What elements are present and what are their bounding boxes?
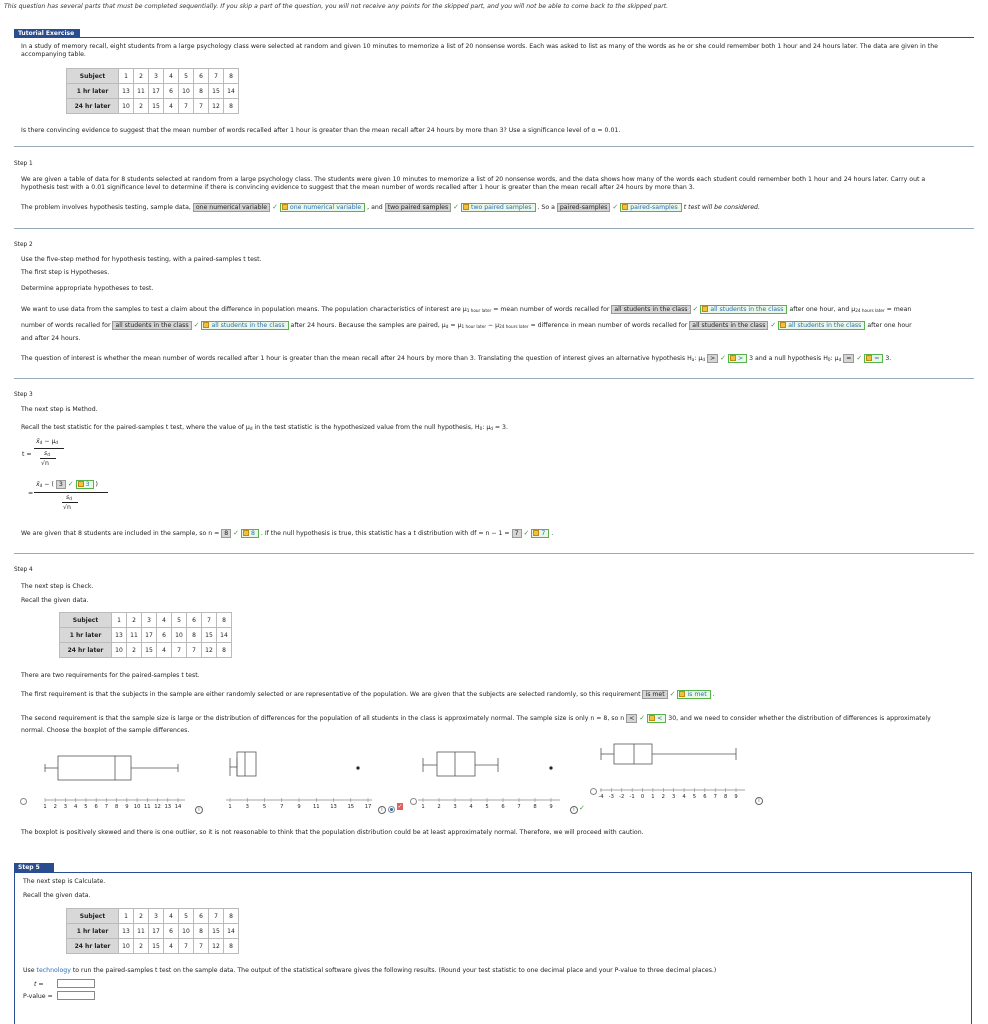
correct-answer-badge: < bbox=[647, 714, 666, 723]
check-icon: ✓ bbox=[612, 203, 619, 211]
axis-tick-label: 4 bbox=[469, 804, 473, 810]
answer-dropdown[interactable]: two paired samples bbox=[385, 203, 452, 212]
step3-title: Step 3 bbox=[14, 392, 33, 398]
axis-tick-label: 8 bbox=[533, 804, 537, 810]
axis-tick-label: 8 bbox=[723, 794, 728, 800]
axis-tick-label: 7 bbox=[280, 804, 284, 810]
problem-intro-1: In a study of memory recall, eight students from a large psychology class were selected at random and given 10 minutes to memorize a list of 20 nonsense words. Each was asked to list as many of the words as he or she could remember both 1 hour and 24 hours later. The data are given in the bbox=[21, 43, 938, 50]
axis-tick-label: 9 bbox=[297, 804, 301, 810]
p-value-label: P-value = bbox=[23, 993, 53, 1000]
axis-tick-label: 6 bbox=[703, 794, 707, 800]
step2-line-1: Use the five-step method for hypothesis testing, with a paired-samples t test. bbox=[21, 256, 262, 263]
check-icon: ✓ bbox=[669, 690, 676, 698]
pencil-icon bbox=[243, 530, 249, 536]
correct-answer-badge: all students in the class bbox=[700, 305, 787, 314]
axis-tick-label: 5 bbox=[262, 804, 267, 810]
step5-line-2: Recall the given data. bbox=[23, 892, 91, 899]
correct-answer-badge: all students in the class bbox=[201, 321, 288, 330]
axis-tick-label: 2 bbox=[437, 804, 441, 810]
check-icon: ✓ bbox=[692, 305, 699, 313]
axis-tick-label: 8 bbox=[114, 804, 119, 810]
t-statistic-input[interactable] bbox=[57, 979, 95, 988]
formula2-den-s: $s_d$ bbox=[66, 494, 72, 501]
axis-tick-label: -2 bbox=[619, 794, 625, 800]
pencil-icon bbox=[866, 355, 872, 361]
axis-tick-label: 3 bbox=[245, 804, 249, 810]
pencil-icon bbox=[463, 204, 469, 210]
axis-tick-label: 15 bbox=[347, 804, 355, 810]
fraction-bar bbox=[34, 492, 108, 493]
step4-line-1: The next step is Check. bbox=[21, 583, 94, 590]
formula2-equals: = bbox=[28, 490, 34, 497]
data-table-3: Subject 1 2 3 4 5 6 7 8 1 hr later 13 11 17 6 10 8 15 14 24 hr later 10 2 15 4 7 7 12 8 bbox=[66, 908, 239, 954]
axis-tick-label: 3 bbox=[453, 804, 457, 810]
fraction-bar bbox=[34, 448, 64, 449]
step1-text-2: hypothesis test with a 0.01 significance level to determine if there is convincing evidence to suggest that the mean number of words recalled after 1 hour is greater than the mean recall after 24 hours by more than 3. bbox=[21, 184, 695, 191]
step5-line-1: The next step is Calculate. bbox=[23, 878, 106, 885]
step4-line-2: Recall the given data. bbox=[21, 597, 89, 604]
step1-title: Step 1 bbox=[14, 161, 33, 167]
answer-dropdown[interactable]: one numerical variable bbox=[193, 203, 270, 212]
axis-tick-label: 13 bbox=[164, 804, 172, 810]
p-value-input[interactable] bbox=[57, 991, 95, 1000]
boxplot-option-1 bbox=[45, 756, 185, 800]
axis-tick-label: 1 bbox=[43, 804, 47, 810]
formula2-den-sqrt: √n bbox=[63, 504, 71, 511]
step1-answer-line: The problem involves hypothesis testing, sample data, one numerical variable ✓ one numerical variable , and two paired samples ✓ two paired samples . So a paired-samples ✓ paired-samples t test will be considered. bbox=[21, 203, 760, 211]
boxplot-option-2 bbox=[226, 752, 372, 800]
fraction-bar bbox=[62, 502, 78, 503]
check-icon: ✓ bbox=[67, 480, 74, 488]
check-icon: ✓ bbox=[523, 529, 530, 537]
technology-link[interactable]: technology bbox=[36, 967, 71, 974]
check-icon: ✓ bbox=[720, 354, 726, 362]
fraction-bar bbox=[40, 458, 56, 459]
divider bbox=[14, 553, 974, 554]
check-icon: ✓ bbox=[272, 203, 278, 211]
pencil-icon bbox=[78, 481, 84, 487]
divider bbox=[14, 146, 974, 147]
correct-answer-badge: paired-samples bbox=[620, 203, 682, 212]
axis-tick-label: 5 bbox=[485, 804, 489, 810]
step5-instructions: Use technology to run the paired-samples t test on the sample data. The output of the statistical software gives the following results. (Round your test statistic to one decimal place and your P-value to three decimal places.) bbox=[23, 967, 717, 974]
axis-tick-label: 1 bbox=[421, 804, 425, 810]
step2-title: Step 2 bbox=[14, 242, 33, 248]
step4-title: Step 4 bbox=[14, 567, 33, 573]
pencil-icon bbox=[282, 204, 288, 210]
axis-tick-label: 17 bbox=[364, 804, 372, 810]
correct-answer-badge: all students in the class bbox=[778, 321, 865, 330]
step2-paragraph-1: We want to use data from the samples to test a claim about the difference in population means. The population characteristics of interest are $\mu_{1 hour later}$ = mean number of words recalled for all students in the class ✓ all students in the class after one hour, and $\mu_{24 hours later}$ = mean bbox=[21, 305, 912, 313]
axis-tick-label: -1 bbox=[629, 794, 635, 800]
info-icon[interactable]: i bbox=[755, 797, 763, 805]
step3-line-2: Recall the test statistic for the paired-samples t test, where the value of $\mu_d$ in the test statistic is the hypothesized value from the null hypothesis, $H_0$: $\mu_d = 3$. bbox=[21, 424, 508, 431]
answer-dropdown[interactable]: all students in the class bbox=[611, 305, 690, 314]
formula-den-sqrt: √n bbox=[41, 460, 49, 467]
boxplot-radio-4[interactable] bbox=[590, 788, 597, 795]
axis-tick-label: 14 bbox=[174, 804, 182, 810]
pencil-icon bbox=[730, 355, 736, 361]
boxplot-options bbox=[0, 740, 988, 822]
pencil-icon bbox=[679, 691, 685, 697]
step2-line-3: Determine appropriate hypotheses to test. bbox=[21, 285, 154, 292]
pencil-icon bbox=[533, 530, 539, 536]
warning-text: This question has several parts that must be completed sequentially. If you skip a part of the question, you will not receive any points for the skipped part, and you will not be able to come back to the skipped part. bbox=[4, 3, 669, 10]
answer-dropdown[interactable]: 8 bbox=[221, 529, 231, 538]
outlier-dot bbox=[549, 766, 552, 769]
answer-dropdown[interactable]: paired-samples bbox=[557, 203, 611, 212]
check-icon: ✓ bbox=[579, 804, 585, 812]
formula-numerator: $x̄_d - \mu_d$ bbox=[36, 438, 59, 445]
problem-intro-2: accompanying table. bbox=[21, 51, 86, 58]
answer-dropdown[interactable]: 7 bbox=[512, 529, 522, 538]
boxplot-radio-3[interactable] bbox=[410, 798, 417, 805]
axis-tick-label: 4 bbox=[74, 804, 78, 810]
correct-answer-badge: is met bbox=[677, 690, 710, 699]
info-icon[interactable]: i bbox=[195, 806, 203, 814]
step2-line-2: The first step is Hypotheses. bbox=[21, 269, 110, 276]
correct-answer-badge: > bbox=[728, 354, 747, 363]
info-icon[interactable]: i bbox=[378, 806, 386, 814]
step3-df-line: We are given that 8 students are included in the sample, so n = 8 ✓ 8 . If the null hypothesis is true, this statistic has a t distribution with df = n − 1 = 7 ✓ 7 . bbox=[21, 529, 554, 537]
pencil-icon bbox=[649, 715, 655, 721]
correct-answer-badge: 7 bbox=[531, 529, 549, 538]
data-table-1: Subject 1 2 3 4 5 6 7 8 1 hr later 13 11 17 6 10 8 15 14 24 hr later 10 2 15 4 7 7 12 8 bbox=[66, 68, 239, 114]
table-header-subject: Subject bbox=[67, 69, 119, 84]
correct-answer-badge: 8 bbox=[241, 529, 259, 538]
data-table-2: Subject 1 2 3 4 5 6 7 8 1 hr later 13 11 17 6 10 8 15 14 24 hr later 10 2 15 4 7 7 12 8 bbox=[59, 612, 232, 658]
axis-tick-label: 3 bbox=[63, 804, 68, 810]
answer-dropdown[interactable]: < bbox=[626, 714, 637, 723]
outlier-dot bbox=[356, 766, 359, 769]
axis-tick-label: 2 bbox=[53, 804, 57, 810]
pencil-icon bbox=[702, 306, 708, 312]
axis-tick-label: 3 bbox=[672, 794, 676, 800]
answer-dropdown[interactable]: > bbox=[707, 354, 718, 363]
boxplot-radio-2[interactable] bbox=[388, 806, 395, 813]
step2-paragraph-2: number of words recalled for all students in the class ✓ all students in the class after 24 hours. Because the samples are paired, $\mu_d = \mu_{1 hour later} - \mu_{24 hours later}$ = difference in mean number of words recalled for all students in the class ✓ all students in the class after one hour bbox=[21, 321, 912, 329]
pencil-icon bbox=[622, 204, 628, 210]
axis-tick-label: 7 bbox=[104, 804, 109, 810]
axis-tick-label: 12 bbox=[154, 804, 161, 810]
check-icon: ✓ bbox=[856, 354, 863, 362]
check-icon: ✓ bbox=[453, 203, 460, 211]
axis-tick-label: 6 bbox=[501, 804, 505, 810]
step3-line-1: The next step is Method. bbox=[21, 406, 98, 413]
tutorial-header: Tutorial Exercise bbox=[14, 29, 80, 37]
correct-answer-badge: two paired samples bbox=[461, 203, 536, 212]
axis-tick-label: 9 bbox=[549, 804, 553, 810]
answer-dropdown[interactable]: all students in the class bbox=[112, 321, 191, 330]
boxplot-radio-1[interactable] bbox=[20, 798, 27, 805]
axis-tick-label: 7 bbox=[713, 794, 717, 800]
selection-mark-icon: ✓ bbox=[397, 803, 403, 810]
answer-dropdown[interactable]: is met bbox=[642, 690, 667, 699]
step4-conclusion: The boxplot is positively skewed and there is one outlier, so it is not reasonable to think that the population distribution could be at least approximately normal. Therefore, we will proceed with caution. bbox=[21, 829, 644, 836]
axis-tick-label: 4 bbox=[682, 794, 686, 800]
axis-tick-label: 1 bbox=[651, 794, 655, 800]
axis-tick-label: 6 bbox=[94, 804, 98, 810]
boxplot-option-4 bbox=[600, 744, 745, 790]
correct-answer-badge: 3 bbox=[76, 480, 94, 489]
step1-text-1: We are given a table of data for 8 students selected at random from a large psychology class. The students were given 10 minutes to memorize a list of 20 nonsense words, and the data shows how many of the words each student could remember both 1 hour and 24 hours later. Carry out a bbox=[21, 176, 926, 183]
formula2-numerator: $x̄_d$ − ( 3 ✓ 3 ) bbox=[36, 480, 98, 488]
info-icon[interactable]: i bbox=[570, 806, 578, 814]
step4-req-2: The second requirement is that the sample size is large or the distribution of differences for the population of all students in the class is approximately normal. The sample size is only n = 8, so n < ✓ < 30, and we need to consider whether the distribution of differences is approximately bbox=[21, 714, 931, 722]
axis-tick-label: 7 bbox=[517, 804, 521, 810]
formula-den-s: $s_d$ bbox=[44, 450, 50, 457]
axis-tick-label: 1 bbox=[228, 804, 232, 810]
correct-answer-badge: one numerical variable bbox=[280, 203, 365, 212]
axis-tick-label: 11 bbox=[144, 804, 151, 810]
problem-question: Is there convincing evidence to suggest that the mean number of words recalled after 1 hour is greater than the mean recall after 24 hours by more than 3? Use a significance level of α = 0.01. bbox=[21, 127, 621, 134]
axis-tick-label: 0 bbox=[640, 794, 645, 800]
step5-title: Step 5 bbox=[14, 863, 54, 872]
step4-req-3: normal. Choose the boxplot of the sample differences. bbox=[21, 727, 190, 734]
axis-tick-label: 9 bbox=[125, 804, 129, 810]
answer-dropdown[interactable]: 3 bbox=[56, 480, 66, 489]
axis-tick-label: -3 bbox=[608, 794, 614, 800]
tutorial-rule bbox=[14, 37, 974, 38]
check-icon: ✓ bbox=[770, 321, 777, 329]
pencil-icon bbox=[780, 322, 786, 328]
step2-hypothesis-line: The question of interest is whether the mean number of words recalled after 1 hour is greater than the mean recall after 24 hours by more than 3. Translating the question of interest gives an alternative hypothesis $H_a$: $\mu_d$ > ✓ > 3 and a null hypothesis $H_0$: $\mu_d$ = ✓ = 3. bbox=[21, 354, 892, 362]
correct-answer-badge: = bbox=[864, 354, 883, 363]
axis-tick-label: 13 bbox=[330, 804, 337, 810]
axis-tick-label: 5 bbox=[84, 804, 88, 810]
axis-tick-label: 10 bbox=[133, 804, 141, 810]
formula-t-equals: t = bbox=[22, 451, 32, 458]
answer-dropdown[interactable]: all students in the class bbox=[689, 321, 768, 330]
pencil-icon bbox=[203, 322, 209, 328]
t-label: t = bbox=[34, 981, 44, 988]
axis-tick-label: -4 bbox=[598, 794, 604, 800]
step2-paragraph-3: and after 24 hours. bbox=[21, 335, 81, 342]
divider bbox=[14, 378, 974, 379]
step4-req-1: The first requirement is that the subjects in the sample are either randomly selected or are representative of the population. We are given that the subjects are selected randomly, so this requirement is met ✓ is met . bbox=[21, 690, 715, 698]
check-icon: ✓ bbox=[233, 529, 240, 537]
axis-tick-label: 9 bbox=[734, 794, 738, 800]
axis-tick-label: 2 bbox=[661, 794, 665, 800]
step4-req-intro: There are two requirements for the paired-samples t test. bbox=[21, 672, 200, 679]
axis-tick-label: 11 bbox=[312, 804, 320, 810]
answer-dropdown[interactable]: = bbox=[843, 354, 854, 363]
divider bbox=[14, 228, 974, 229]
check-icon: ✓ bbox=[193, 321, 200, 329]
boxplot-option-3 bbox=[418, 752, 560, 800]
check-icon: ✓ bbox=[639, 714, 646, 722]
axis-tick-label: 5 bbox=[692, 794, 697, 800]
